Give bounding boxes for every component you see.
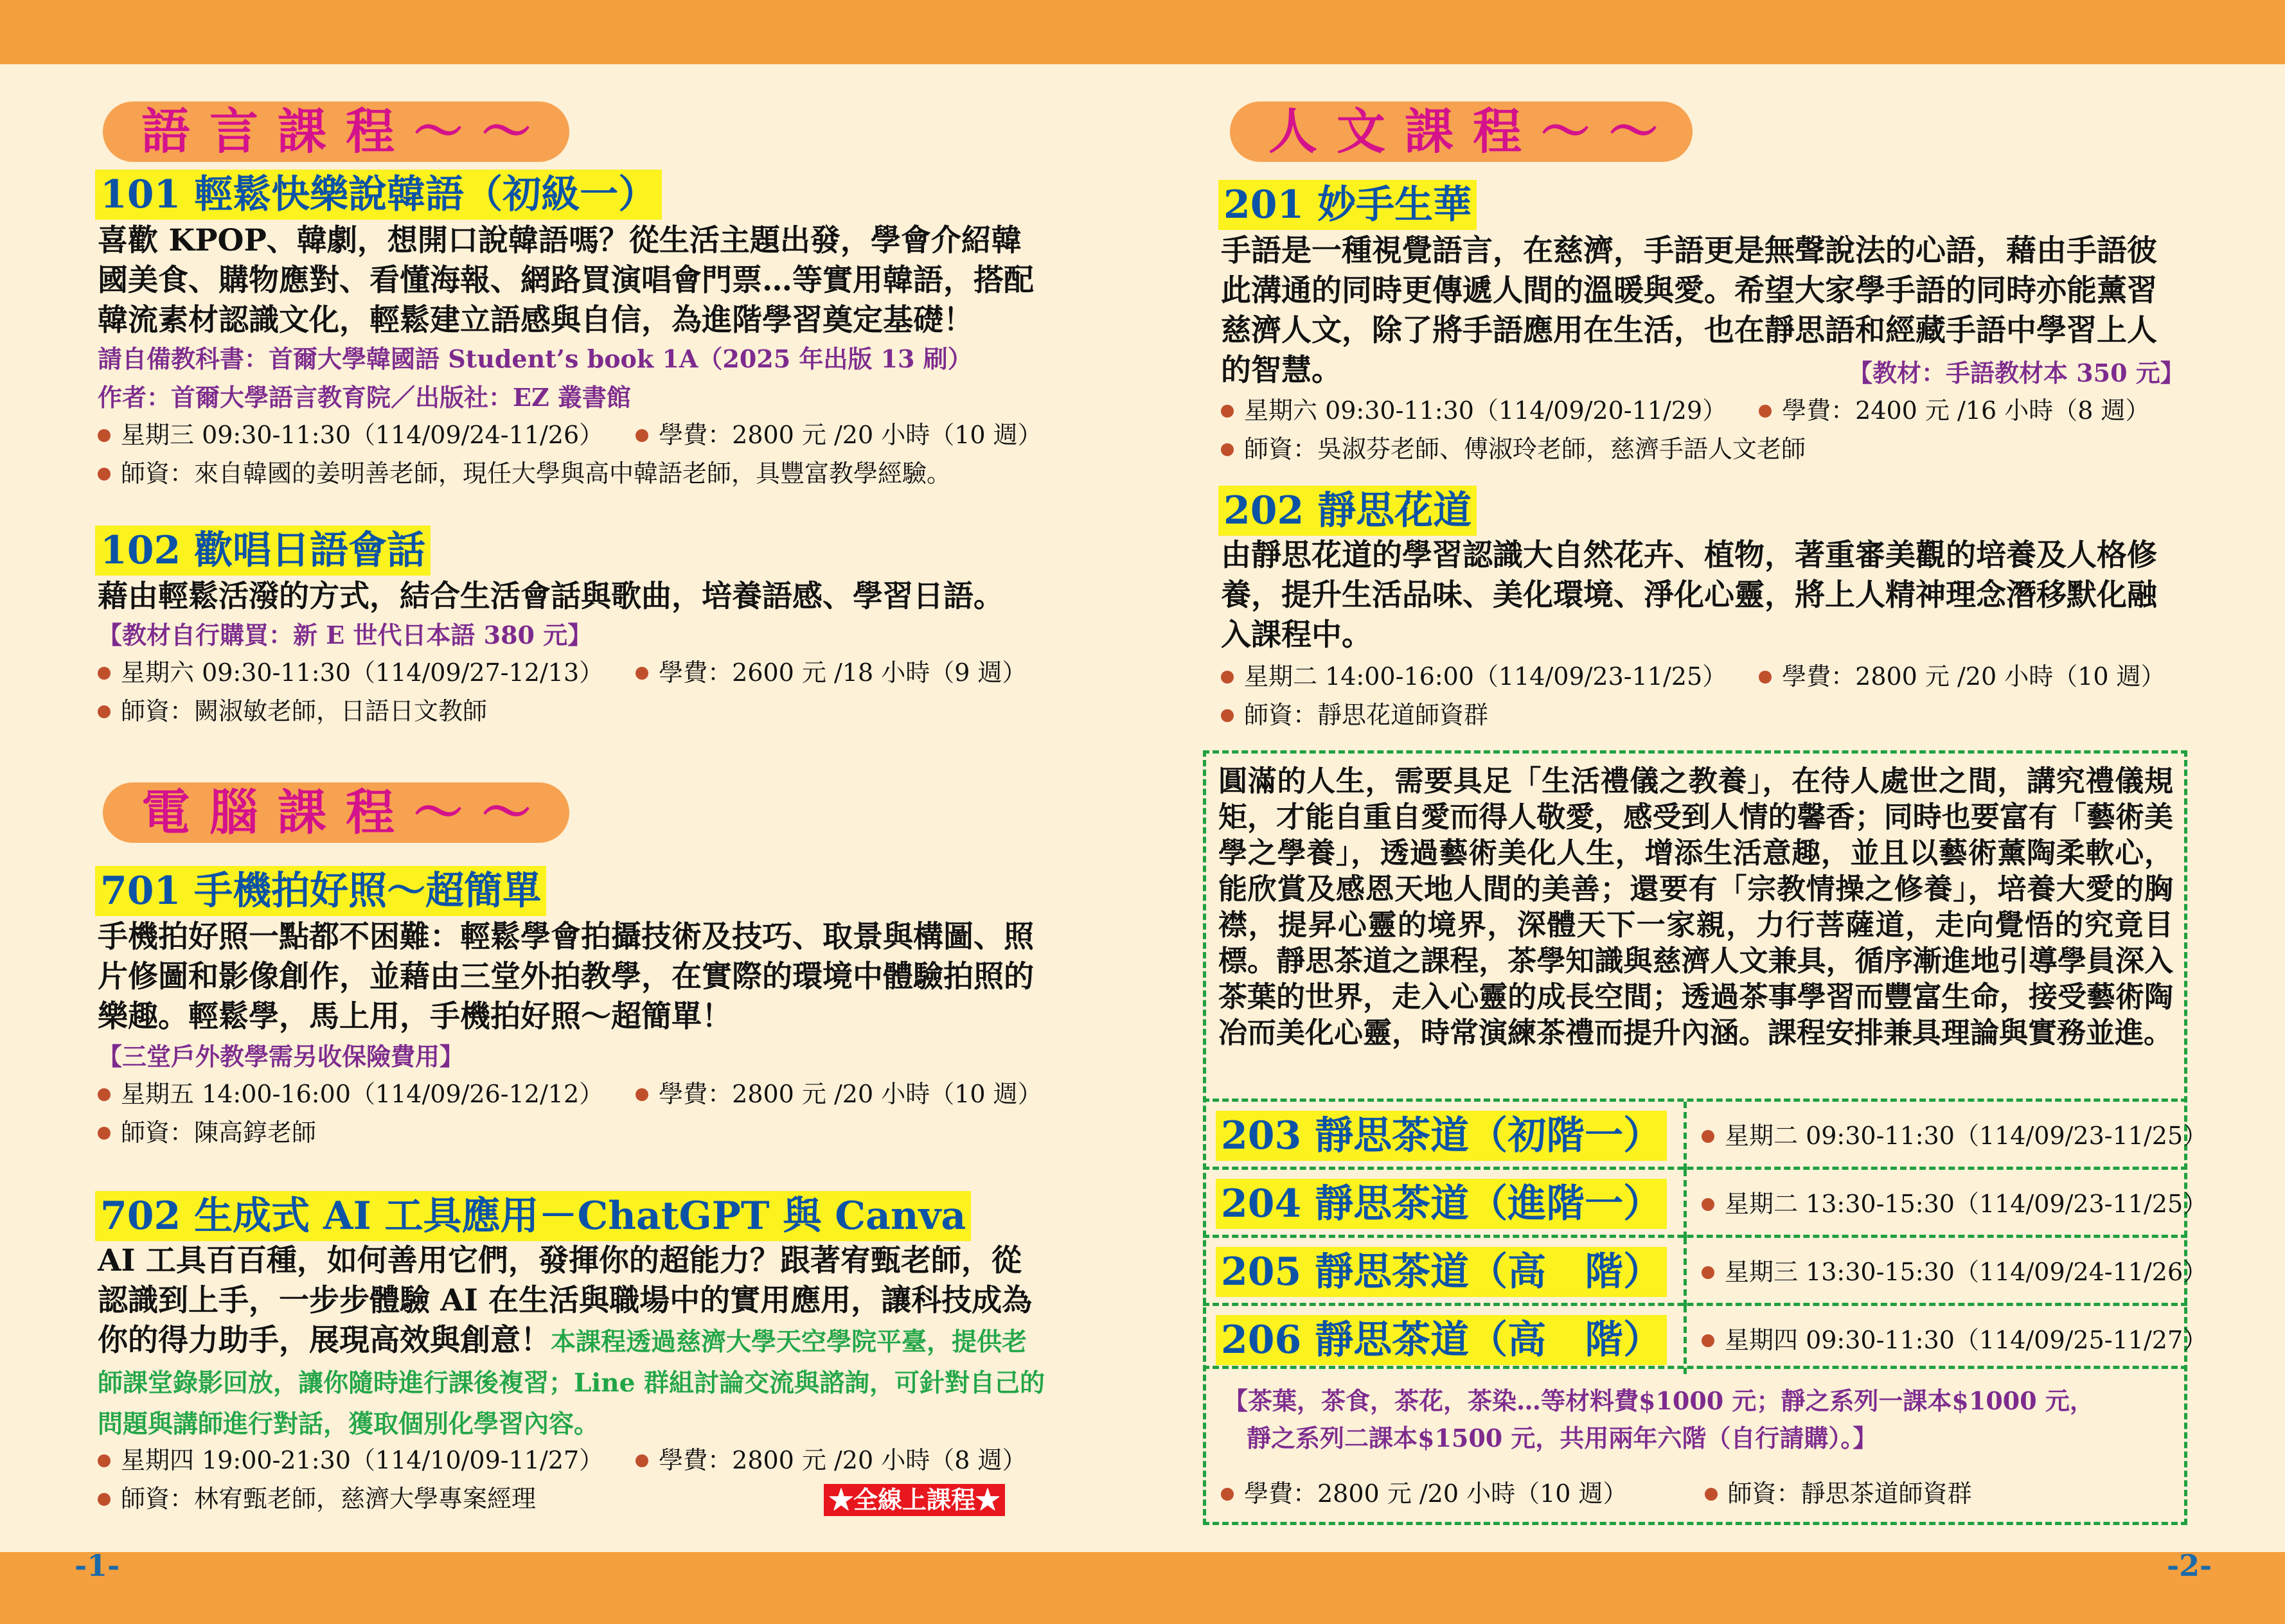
course-note-201: 【教材：手語教材本 350 元】: [1848, 358, 2185, 387]
course-desc-202: 由靜思花道的學習認識大自然花卉、植物，著重審美觀的培養及人格修養，提升生活品味、美化環境、淨化心靈，將上人精神理念潛移默化融入課程中。: [1221, 538, 2157, 653]
course-note-101-book: 請自備教科書：首爾大學韓國語 Student’s book 1A（2025 年出版 13 刷）: [98, 344, 972, 373]
course-title-202: 202 靜思花道: [1218, 486, 1477, 536]
tea-teacher: 師資：靜思茶道師資群: [1727, 1479, 1972, 1508]
course-schedule-702: 星期四 19:00-21:30（114/10/09-11/27）: [121, 1446, 604, 1474]
course-desc-201: 手語是一種視覺語言，在慈濟，手語更是無聲說法的心語，藉由手語彼此溝通的同時更傳遞人間的溫暖與愛。希望大家學手語的同時亦能薰習慈濟人文，除了將手語應用在生活，也在靜思語和經藏手語中學習上人的智慧。: [1221, 233, 2157, 388]
course-desc-702-main: AI 工具百百種，如何善用它們，發揮你的超能力？跟著宥甄老師，從認識到上手，一步步體驗 AI 在生活與職場中的實用應用，讓科技成為你的得力助手，展現高效與創意！: [98, 1243, 1033, 1358]
course-teacher-row-202: [1221, 696, 1488, 734]
course-schedule-701: 星期五 14:00-16:00（114/09/26-12/12）: [121, 1080, 604, 1108]
bullet-icon: [636, 1454, 648, 1467]
bullet-icon: [636, 667, 648, 680]
course-teacher-101: 師資：來自韓國的姜明善老師，現任大學與高中韓語老師，具豐富教學經驗。: [121, 459, 952, 488]
bullet-icon: [1759, 405, 1772, 418]
online-course-badge: ★全線上課程★: [824, 1484, 1005, 1516]
course-teacher-row-201: [1221, 430, 1806, 468]
bullet-icon: [98, 429, 111, 442]
course-desc-101: 喜歡 KPOP、韓劇，想開口說韓語嗎？從生活主題出發，學會介紹韓國美食、購物應對、看懂海報、網路買演唱會門票…等實用韓語，搭配韓流素材認識文化，輕鬆建立語感與自信，為進階學習奠定基礎！: [98, 223, 1034, 338]
course-teacher-701: 師資：陳高錞老師: [121, 1118, 317, 1147]
row-divider: [1684, 1170, 1687, 1238]
course-info-701: [98, 1075, 1042, 1113]
bullet-icon: [1702, 1266, 1714, 1279]
course-info-101: [98, 416, 1042, 454]
page-number-left: -1-: [75, 1548, 120, 1583]
bullet-icon: [1759, 671, 1772, 684]
course-teacher-row-102: [98, 693, 487, 730]
course-title-102: 102 歡唱日語會話: [95, 525, 431, 576]
course-fee-702: 學費：2800 元 /20 小時（8 週）: [659, 1446, 1027, 1474]
tea-fee: 學費：2800 元 /20 小時（10 週）: [1244, 1479, 1628, 1508]
course-fee-202: 學費：2800 元 /20 小時（10 週）: [1782, 662, 2165, 691]
bullet-icon: [98, 667, 111, 680]
course-schedule-102: 星期六 09:30-11:30（114/09/27-12/13）: [121, 658, 604, 687]
course-info-202: [1221, 658, 2165, 695]
course-schedule-201: 星期六 09:30-11:30（114/09/20-11/29）: [1244, 396, 1727, 425]
tea-ceremony-desc: 圓滿的人生，需要具足「生活禮儀之教養」，在待人處世之間，講究禮儀規矩，才能自重自愛而得人敬愛，感受到人情的馨香；同時也要富有「藝術美學之學養」，透過藝術美化人生，增添生活意趣，並且以藝術薰陶柔軟心，能欣賞及感恩天地人間的美善；還要有「宗教情操之修養」，培養大愛的胸襟，提昇心靈的境界，深體天下一家親，力行菩薩道，走向覺悟的究竟目標。靜思茶道之課程，茶學知識與慈濟人文兼具，循序漸進地引導學員深入茶葉的世界，走入心靈的成長空間；透過茶事學習而豐富生命，接受藝術陶冶而美化心靈，時常演練茶禮而提升內涵。課程安排兼具理論與實務並進。: [1218, 764, 2173, 1050]
course-fee-101: 學費：2800 元 /20 小時（10 週）: [659, 421, 1042, 449]
course-fee-201: 學費：2400 元 /16 小時（8 週）: [1782, 396, 2150, 425]
course-teacher-row-702: [98, 1480, 536, 1517]
course-desc-701: 手機拍好照一點都不困難：輕鬆學會拍攝技術及技巧、取景與構圖、照片修圖和影像創作，並藉由三堂外拍教學，在實際的環境中體驗拍照的樂趣。輕鬆學，馬上用，手機拍好照～超簡單！: [98, 919, 1034, 1034]
tea-course-row: [1203, 1167, 2208, 1235]
bullet-icon: [636, 429, 648, 442]
course-title-201: 201 妙手生華: [1218, 180, 1477, 230]
tea-course-row: [1203, 1303, 2208, 1371]
tea-materials-note-2: 靜之系列二課本$1500 元，共用兩年六階（自行請購）。】: [1247, 1424, 1878, 1452]
tea-materials-note-1: 【茶葉，茶食，茶花，茶染…等材料費$1000 元；靜之系列一課本$1000 元，: [1223, 1386, 2094, 1415]
course-title-701: 701 手機拍好照～超簡單: [95, 866, 546, 916]
section-heading-language: 語言課程～～: [103, 102, 569, 162]
course-info-102: [98, 654, 1027, 691]
course-note-701: 【三堂戶外教學需另收保險費用】: [98, 1042, 465, 1071]
course-desc-702: [98, 1241, 1049, 1444]
tea-course-row: [1203, 1235, 2208, 1303]
row-divider: [1684, 1306, 1687, 1374]
bullet-icon: [1221, 671, 1234, 684]
course-info-201: [1221, 392, 2150, 429]
bullet-icon: [1702, 1130, 1714, 1143]
course-fee-701: 學費：2800 元 /20 小時（10 週）: [659, 1080, 1042, 1108]
course-title-101: 101 輕鬆快樂說韓語（初級一）: [95, 170, 662, 220]
course-title-204: 204 靜思茶道（進階一）: [1216, 1179, 1667, 1229]
bullet-icon: [98, 1454, 111, 1467]
bullet-icon: [98, 1088, 111, 1101]
course-teacher-row-101: [98, 455, 951, 492]
row-divider: [1684, 1238, 1687, 1306]
course-desc-702-online-note: 本課程透過慈濟大學天空學院平臺，提供老師課堂錄影回放，讓你隨時進行課後複習；Line 群組討論交流與諮詢，可針對自己的問題與講師進行對話，獲取個別化學習內容。: [98, 1327, 1045, 1439]
course-title-702: 702 生成式 AI 工具應用－ChatGPT 與 Canva: [95, 1191, 971, 1241]
course-teacher-202: 師資：靜思花道師資群: [1244, 701, 1489, 729]
course-teacher-702: 師資：林宥甄老師，慈濟大學專案經理: [121, 1485, 537, 1513]
row-divider: [1684, 1102, 1687, 1170]
tea-course-row: [1203, 1099, 2208, 1167]
course-teacher-102: 師資：闕淑敏老師，日語日文教師: [121, 697, 488, 725]
course-schedule-203: 星期二 09:30-11:30（114/09/23-11/25）: [1702, 1117, 2207, 1154]
course-note-101-author: 作者：首爾大學語言教育院／出版社：EZ 叢書館: [98, 383, 631, 412]
tea-info: [1221, 1475, 1972, 1512]
course-info-702: [98, 1442, 1027, 1479]
top-bar: [0, 0, 2285, 64]
course-desc-102: 藉由輕鬆活潑的方式，結合生活會話與歌曲，培養語感、學習日語。: [98, 579, 1004, 614]
course-title-205: 205 靜思茶道（高 階）: [1216, 1247, 1667, 1297]
bullet-icon: [98, 468, 111, 481]
section-heading-humanities: 人文課程～～: [1230, 102, 1693, 162]
course-title-206: 206 靜思茶道（高 階）: [1216, 1315, 1667, 1365]
bullet-icon: [98, 1127, 111, 1140]
course-teacher-201: 師資：吳淑芬老師、傅淑玲老師，慈濟手語人文老師: [1244, 435, 1806, 463]
course-schedule-204: 星期二 13:30-15:30（114/09/23-11/25）: [1702, 1185, 2207, 1222]
bullet-icon: [636, 1088, 648, 1101]
course-note-102: 【教材自行購買：新 E 世代日本語 380 元】: [98, 621, 592, 649]
bullet-icon: [1221, 443, 1234, 456]
course-schedule-202: 星期二 14:00-16:00（114/09/23-11/25）: [1244, 662, 1727, 691]
bullet-icon: [1221, 1488, 1234, 1501]
course-fee-102: 學費：2600 元 /18 小時（9 週）: [659, 658, 1027, 687]
page-number-right: -2-: [2167, 1548, 2212, 1583]
course-schedule-205: 星期三 13:30-15:30（114/09/24-11/26）: [1702, 1253, 2207, 1291]
bullet-icon: [1705, 1488, 1718, 1501]
bullet-icon: [1702, 1334, 1714, 1347]
bullet-icon: [1221, 405, 1234, 418]
bullet-icon: [1221, 709, 1234, 722]
bullet-icon: [1702, 1198, 1714, 1211]
course-schedule-206: 星期四 09:30-11:30（114/09/25-11/27）: [1702, 1321, 2207, 1359]
tea-rows-bottom-border: [1203, 1366, 2187, 1372]
bottom-bar: [0, 1552, 2285, 1624]
bullet-icon: [98, 705, 111, 718]
course-schedule-101: 星期三 09:30-11:30（114/09/24-11/26）: [121, 421, 604, 449]
course-teacher-row-701: [98, 1114, 316, 1151]
course-title-203: 203 靜思茶道（初階一）: [1216, 1111, 1667, 1161]
bullet-icon: [98, 1493, 111, 1506]
section-heading-computer: 電腦課程～～: [103, 782, 569, 843]
